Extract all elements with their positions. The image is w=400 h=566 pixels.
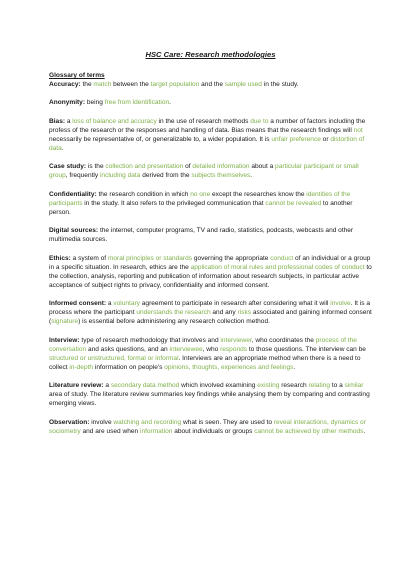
highlighted-text: opinions, thoughts, experiences and feelings	[164, 363, 294, 371]
highlighted-text: secondary data method	[110, 382, 180, 390]
highlighted-text: loss of balance and accuracy	[72, 117, 157, 125]
glossary-entry	[49, 226, 372, 244]
definition-text: agreement to participate in research after considering what it will	[139, 300, 331, 308]
glossary-term: Ethics:	[49, 254, 71, 262]
highlighted-text: due to	[250, 117, 269, 125]
highlighted-text: collection and presentation	[105, 163, 184, 171]
glossary-entry	[49, 117, 372, 153]
definition-text: or	[320, 135, 331, 143]
glossary-entry	[49, 162, 372, 180]
definition-text: associated and gaining informed consent (	[49, 309, 372, 326]
definition-text: information on people's	[93, 363, 165, 371]
definition-text: the research condition in which	[96, 190, 191, 198]
highlighted-text: including data	[99, 172, 141, 180]
highlighted-text: sample used	[224, 81, 262, 89]
glossary-term: Interview:	[49, 336, 80, 344]
definition-text: a number of factors including the profess of the research or the responses and handling of data. Bias means that the research findings will	[49, 117, 366, 134]
highlighted-text: interviewer	[220, 336, 252, 344]
highlighted-text: particular participant or small group	[49, 163, 359, 180]
definition-text: .	[293, 363, 296, 371]
definition-text: a	[103, 382, 111, 390]
highlighted-text: structured or unstructured, formal or informal	[49, 354, 179, 362]
definition-text: and any	[210, 309, 238, 317]
definition-text: derived from the	[140, 172, 192, 180]
definition-text: ) is essential before administering any research collection method.	[78, 318, 270, 326]
definition-text: between the	[111, 81, 151, 89]
definition-text: in the use of research methods	[156, 117, 251, 125]
definition-text: and the	[199, 81, 225, 89]
highlighted-text: existing	[257, 382, 280, 390]
definition-text: , who	[202, 345, 221, 353]
highlighted-text: responds	[220, 345, 248, 353]
highlighted-text: subjects themselves	[191, 172, 251, 180]
definition-text: to a	[329, 382, 345, 390]
definition-text: type of research methodology that involves and	[79, 336, 221, 344]
highlighted-text: interviewee	[169, 345, 203, 353]
definition-text: area of study. The literature review summaries key findings while analysing them by comparing and contrasting emerging views.	[49, 391, 370, 408]
highlighted-text: unfair preference	[271, 135, 321, 143]
definition-text: .	[169, 99, 171, 107]
definition-text: in the study.	[261, 81, 299, 89]
highlighted-text: target population	[150, 81, 200, 89]
highlighted-text: no one	[190, 190, 211, 198]
definition-text: a system of	[70, 254, 108, 262]
glossary-entry	[49, 254, 372, 290]
definition-text: .	[61, 145, 64, 153]
glossary-term: Anonymity:	[49, 99, 86, 107]
highlighted-text: free from identification	[104, 99, 170, 107]
glossary-entry	[49, 336, 372, 372]
definition-text: about a	[249, 163, 276, 171]
definition-text: of an individual or a group in a specific situation. In research, ethics are the	[49, 254, 371, 271]
definition-text: involve	[89, 418, 114, 426]
highlighted-text: signature	[51, 318, 79, 326]
glossary-term: Accuracy:	[49, 81, 81, 89]
highlighted-text: detailed information	[192, 163, 250, 171]
highlighted-text: voluntary	[113, 300, 140, 308]
highlighted-text: moral principles or standards	[107, 254, 193, 262]
definition-text: what is seen. They are used to	[181, 418, 274, 426]
highlighted-text: conduct	[270, 254, 294, 262]
definition-text: . Interviews are an appropriate method when there is a need to collect	[49, 354, 361, 371]
definition-text: to the collection, analysis, reporting and publication of information about research subjects, in particular active acceptance of subject rights to privacy, confidentiality and informed consent.	[49, 263, 372, 289]
glossary-entry	[49, 190, 372, 217]
page-title: HSC Care: Research methodologies	[145, 50, 276, 59]
highlighted-text: distortion of data	[49, 135, 365, 153]
glossary-entry	[49, 299, 372, 326]
glossary-term: Bias:	[49, 117, 66, 125]
definition-text: is the	[86, 163, 106, 171]
glossary-entry	[49, 381, 372, 408]
definition-text: the internet, computer programs, TV and radio, statistics, podcasts, webcasts and other multimedia sources.	[49, 227, 354, 244]
highlighted-text: match	[93, 81, 112, 89]
glossary-term: Literature review:	[49, 382, 104, 390]
definition-text: .	[363, 427, 366, 435]
glossary-term: Digital sources:	[49, 227, 99, 235]
glossary-term: Informed consent:	[49, 300, 107, 308]
glossary-term: Observation:	[49, 418, 90, 426]
highlighted-text: watching and recording	[113, 418, 182, 426]
definition-text: a	[106, 300, 114, 308]
definition-text: , who coordinates the	[251, 336, 316, 344]
definition-text: the	[80, 81, 94, 89]
glossary-entry	[49, 418, 372, 436]
highlighted-text: risks	[237, 309, 251, 317]
glossary-term: Confidentiality:	[49, 190, 97, 198]
glossary-list	[49, 80, 372, 436]
highlighted-text: cannot be revealed	[265, 199, 322, 207]
highlighted-text: process of the conversation	[49, 336, 357, 353]
definition-text: to another person.	[49, 199, 353, 216]
definition-text: which involved examining	[179, 382, 258, 390]
highlighted-text: in-depth	[69, 363, 94, 371]
definition-text: to those questions. The interview can be	[247, 345, 366, 353]
definition-text: being	[85, 99, 105, 107]
definition-text: about individuals or groups	[172, 427, 255, 435]
glossary-entry	[49, 80, 372, 89]
definition-text: necessarily be representative of, or generalizable to, a wider population. It is	[49, 135, 272, 143]
highlighted-text: relating	[308, 382, 330, 390]
definition-text: in the study. It also refers to the privileged communication that	[82, 199, 266, 207]
highlighted-text: involve	[330, 300, 351, 308]
definition-text: a	[65, 117, 73, 125]
highlighted-text: not	[353, 126, 363, 134]
glossary-entry	[49, 98, 372, 107]
definition-text: and are used when	[80, 427, 140, 435]
definition-text: research	[279, 382, 309, 390]
definition-text: , frequently	[65, 172, 100, 180]
glossary-term: Case study:	[49, 163, 87, 171]
glossary-heading: Glossary of terms	[49, 72, 105, 80]
highlighted-text: information	[139, 427, 173, 435]
highlighted-text: application of moral rules and professional codes of conduct	[190, 263, 365, 271]
definition-text: except the researches know the	[210, 190, 307, 198]
definition-text: and asks questions, and an	[86, 345, 170, 353]
highlighted-text: cannot be achieved by other methods	[254, 427, 364, 435]
highlighted-text: similar	[344, 382, 364, 390]
highlighted-text: reveal interactions, dynamics or sociometry	[49, 418, 366, 435]
highlighted-text: identities of the participants	[49, 190, 351, 207]
definition-text: .	[250, 172, 253, 180]
definition-text: governing the appropriate	[192, 254, 271, 262]
highlighted-text: understands the research	[136, 309, 211, 317]
definition-text: . It is a process where the participant	[49, 300, 370, 317]
definition-text: of	[183, 163, 193, 171]
